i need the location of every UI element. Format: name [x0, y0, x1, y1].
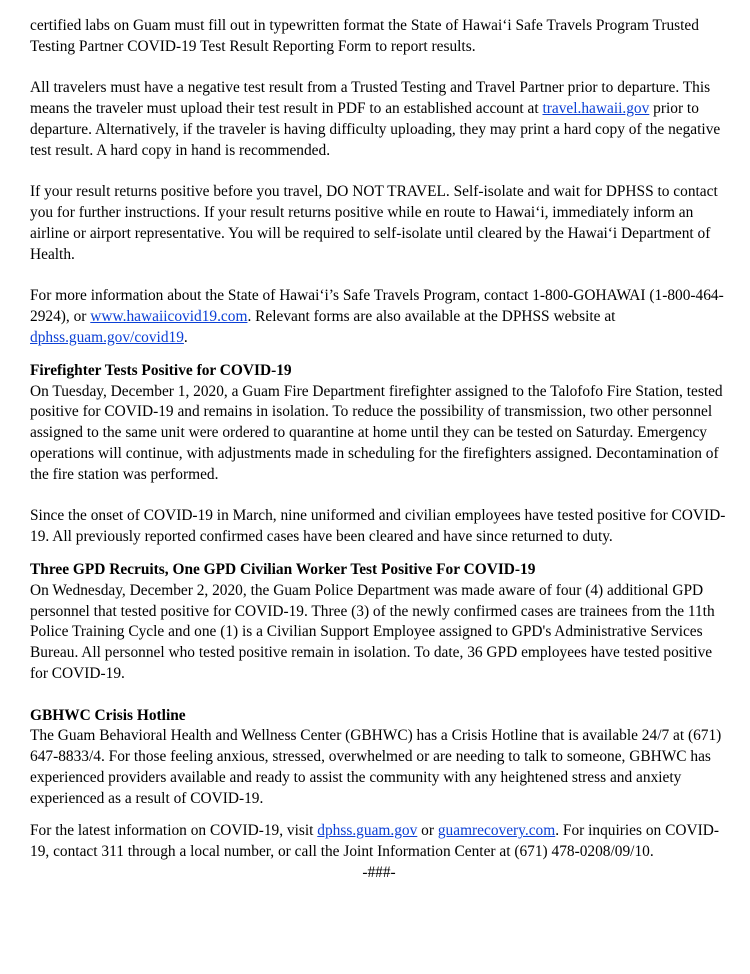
- latest-text-after: . For inquiries on COVID-19, contact 311 through a local number, or call the Joint Information Center at (671) 478-0208/09/10.: [30, 822, 719, 861]
- travelers-text-before: All travelers must have a negative test result from a Trusted Testing and Travel Partner prior to departure. This means the traveler must upload their test result in PDF to an established account at: [30, 79, 711, 118]
- more-info-text-after: .: [183, 328, 188, 346]
- dphss-covid19-link[interactable]: dphss.guam.gov/covid19: [30, 328, 184, 346]
- positive-result-paragraph: If your result returns positive before you travel, DO NOT TRAVEL. Self-isolate and wait for DPHSS to contact you for further instructions. If your result returns positive while en route to Hawai‘i, immediately inform an airline or airport representative. You will be required to self-isolate until cleared by the Hawai‘i Department of Health.: [30, 183, 718, 263]
- latest-text-middle: or: [417, 822, 438, 840]
- travelers-text-after: prior to departure. Alternatively, if the traveler is having difficulty uploading, they may print a hard copy of the negative test result. A hard copy in hand is recommended.: [30, 100, 721, 159]
- guamrecovery-link[interactable]: guamrecovery.com: [437, 822, 556, 840]
- firefighter-heading: Firefighter Tests Positive for COVID-19: [30, 361, 292, 379]
- travelers-paragraph: [30, 78, 728, 161]
- latest-text-before: For the latest information on COVID-19, visit: [30, 822, 318, 840]
- gbhwc-heading: GBHWC Crisis Hotline: [30, 706, 186, 724]
- latest-info-paragraph: [30, 821, 728, 863]
- intro-paragraph: certified labs on Guam must fill out in typewritten format the State of Hawai‘i Safe Travels Program Trusted Testing Partner COVID-19 Test Result Reporting Form to report results.: [30, 17, 699, 55]
- hawaiicovid19-link[interactable]: www.hawaiicovid19.com: [90, 308, 248, 326]
- more-info-text-middle: . Relevant forms are also available at the DPHSS website at: [247, 308, 616, 326]
- dphss-guam-link[interactable]: dphss.guam.gov: [317, 822, 418, 840]
- more-info-paragraph: [30, 286, 728, 348]
- gpd-paragraph: On Wednesday, December 2, 2020, the Guam Police Department was made aware of four (4) additional GPD personnel that tested positive for COVID-19. Three (3) of the newly confirmed cases are trainees from the 11th Police Training Cycle and one (1) is a Civilian Support Employee assigned to GPD's Administrative Services Bureau. All personnel who tested positive remain in isolation. To date, 36 GPD employees have tested positive for COVID-19.: [30, 581, 715, 682]
- firefighter-followup-paragraph: Since the onset of COVID-19 in March, nine uniformed and civilian employees have tested positive for COVID-19. All previously reported confirmed cases have been cleared and have since returned to duty.: [30, 507, 726, 546]
- gpd-heading: Three GPD Recruits, One GPD Civilian Worker Test Positive For COVID-19: [30, 560, 536, 578]
- end-mark: -###-: [362, 864, 396, 882]
- more-info-text-before: For more information about the State of Hawai‘i’s Safe Travels Program, contact 1-800-GOHAWAI (1-800-464-2924), or: [30, 287, 724, 326]
- travel-hawaii-link[interactable]: travel.hawaii.gov: [542, 100, 650, 118]
- gbhwc-paragraph: The Guam Behavioral Health and Wellness Center (GBHWC) has a Crisis Hotline that is available 24/7 at (671) 647-8833/4. For those feeling anxious, stressed, overwhelmed or are needing to talk to someone, GBHWC has experienced providers available and ready to assist the community with any heightened stress and anxiety experienced as a result of COVID-19.: [30, 727, 722, 807]
- firefighter-paragraph: On Tuesday, December 1, 2020, a Guam Fire Department firefighter assigned to the Talofofo Fire Station, tested positive for COVID-19 and remains in isolation. To reduce the possibility of transmission, two other personnel assigned to the same unit were ordered to quarantine at home until they can be tested on Saturday. Emergency operations will continue, with adjustments made in scheduling for the firefighters assigned. Decontamination of the fire station was performed.: [30, 382, 723, 483]
